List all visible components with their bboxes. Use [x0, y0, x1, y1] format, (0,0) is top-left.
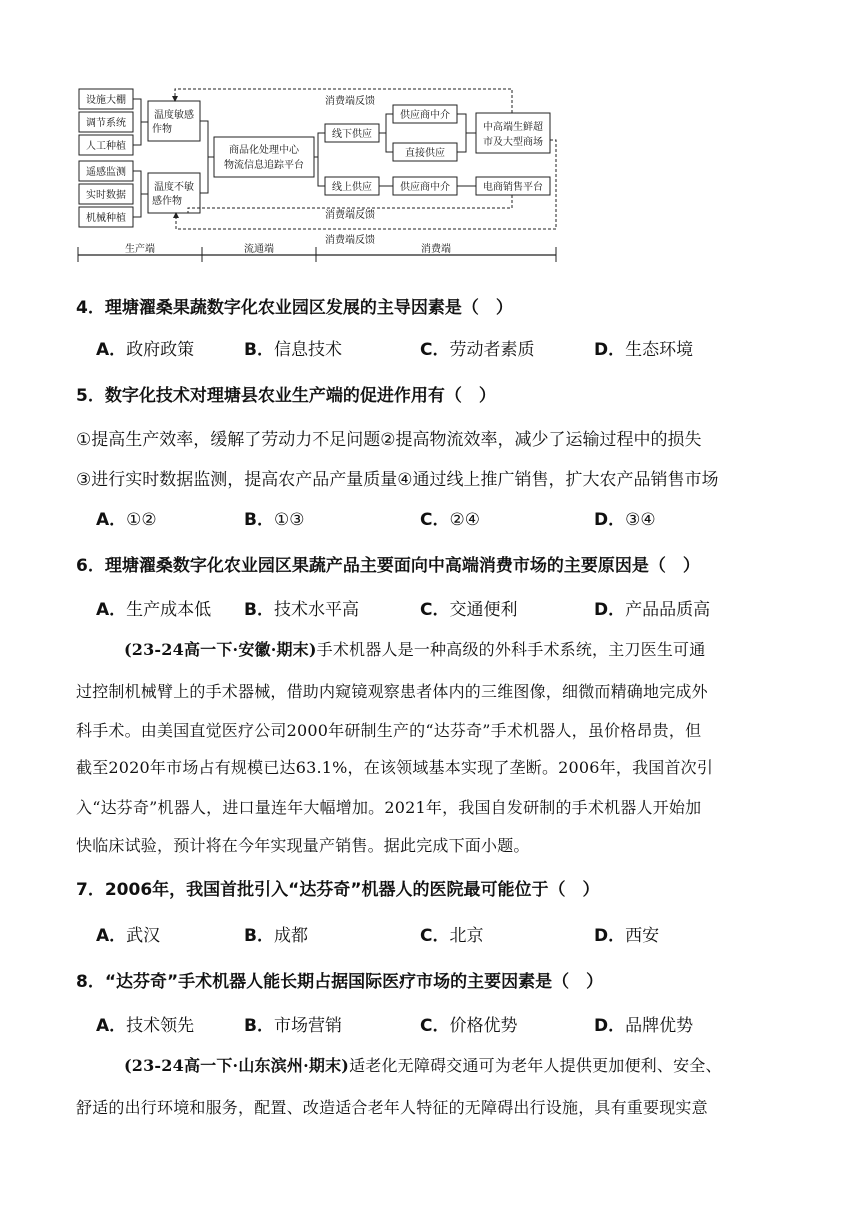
feedback-top-label: 消费端反馈	[325, 96, 375, 107]
supplier-bottom-label: 供应商中介	[400, 182, 450, 193]
center-label: 物流信息追踪平台	[224, 160, 304, 171]
option-b[interactable]: B．信息技术	[244, 340, 342, 360]
source-label: 遥感监测	[86, 167, 126, 178]
online-label: 线上供应	[332, 182, 372, 193]
passage-1-line-5: 入“达芬奇”机器人，进口量连年大幅增加。2021年，我国自发研制的手术机器人开始加	[76, 798, 702, 817]
axis-production: 生产端	[125, 244, 155, 255]
question-8-stem: 8．“达芬奇”手术机器人能长期占据国际医疗市场的主要因素是（ ）	[76, 972, 604, 992]
passage-1-line-1: (23-24高一下·安徽·期末)手术机器人是一种高级的外科手术系统，主刀医生可通	[124, 640, 706, 659]
passage-2-line-1: (23-24高一下·山东滨州·期末)适老化无障碍交通可为老年人提供更加便利、安全、	[124, 1056, 722, 1075]
question-4-stem: 4．理塘濯桑果蔬数字化农业园区发展的主导因素是（ ）	[76, 298, 513, 318]
supplier-top-label: 供应商中介	[400, 110, 450, 121]
option-a[interactable]: A．政府政策	[96, 340, 195, 360]
source-label: 设施大棚	[86, 95, 126, 106]
option-c[interactable]: C．②④	[420, 510, 480, 530]
axis-circulation: 流通端	[244, 244, 274, 255]
option-c[interactable]: C．北京	[420, 926, 484, 946]
source-label: 调节系统	[86, 118, 126, 129]
option-d[interactable]: D．③④	[594, 510, 656, 530]
crop-insensitive-label: 感作物	[152, 196, 182, 207]
feedback-axis-label: 消费端反馈	[325, 235, 375, 246]
option-b[interactable]: B．市场营销	[244, 1016, 342, 1036]
option-d[interactable]: D．生态环境	[594, 340, 694, 360]
source-label: 机械种植	[86, 213, 126, 224]
question-6-stem: 6．理塘濯桑数字化农业园区果蔬产品主要面向中高端消费市场的主要原因是（ ）	[76, 556, 700, 576]
passage-1-line-3: 科手术。由美国直觉医疗公司2000年研制生产的“达芬奇”手术机器人，虽价格昂贵，但	[76, 721, 702, 740]
option-c[interactable]: C．劳动者素质	[420, 340, 535, 360]
passage-2-line-2: 舒适的出行环境和服务，配置、改造适合老年人特征的无障碍出行设施，具有重要现实意	[76, 1098, 708, 1117]
axis-consumption: 消费端	[421, 244, 451, 255]
agri-flow-diagram	[0, 0, 860, 270]
question-5-item-1: ①提高生产效率，缓解了劳动力不足问题②提高物流效率，减少了运输过程中的损失	[76, 430, 702, 450]
option-c[interactable]: C．交通便利	[420, 600, 518, 620]
option-a[interactable]: A．技术领先	[96, 1016, 195, 1036]
option-b[interactable]: B．①③	[244, 510, 305, 530]
center-label: 商品化处理中心	[229, 145, 299, 156]
crop-sensitive-label: 温度敏感	[154, 110, 194, 121]
crop-sensitive-label: 作物	[152, 124, 172, 135]
passage-1-source: (23-24高一下·安徽·期末)	[124, 640, 317, 659]
passage-2-source: (23-24高一下·山东滨州·期末)	[124, 1056, 350, 1075]
feedback-bottom-label: 消费端反馈	[325, 210, 375, 221]
option-a[interactable]: A．武汉	[96, 926, 161, 946]
source-label: 人工种植	[86, 141, 126, 152]
option-a[interactable]: A．①②	[96, 510, 157, 530]
ecommerce-label: 电商销售平台	[483, 182, 543, 193]
option-d[interactable]: D．产品品质高	[594, 600, 711, 620]
passage-1-line-4: 截至2020年市场占有规模已达63.1%，在该领域基本实现了垄断。2006年，我国首次引	[76, 758, 714, 777]
option-d[interactable]: D．西安	[594, 926, 660, 946]
question-5-stem: 5．数字化技术对理塘县农业生产端的促进作用有（ ）	[76, 386, 496, 406]
question-5-item-2: ③进行实时数据监测，提高农产品产量质量④通过线上推广销售，扩大农产品销售市场	[76, 470, 719, 490]
question-7-stem: 7．2006年，我国首批引入“达芬奇”机器人的医院最可能位于（ ）	[76, 880, 600, 900]
option-b[interactable]: B．成都	[244, 926, 308, 946]
market-label: 市及大型商场	[483, 137, 543, 148]
option-a[interactable]: A．生产成本低	[96, 600, 212, 620]
option-d[interactable]: D．品牌优势	[594, 1016, 694, 1036]
source-label: 实时数据	[86, 190, 126, 201]
crop-insensitive-label: 温度不敏	[154, 182, 194, 193]
passage-1-line-2: 过控制机械臂上的手术器械，借助内窥镜观察患者体内的三维图像，细微而精确地完成外	[76, 682, 708, 701]
passage-1-line-6: 快临床试验，预计将在今年实现量产销售。据此完成下面小题。	[76, 836, 530, 855]
direct-label: 直接供应	[405, 148, 445, 159]
option-b[interactable]: B．技术水平高	[244, 600, 359, 620]
option-c[interactable]: C．价格优势	[420, 1016, 518, 1036]
offline-label: 线下供应	[332, 129, 372, 140]
market-label: 中高端生鲜超	[483, 122, 543, 133]
